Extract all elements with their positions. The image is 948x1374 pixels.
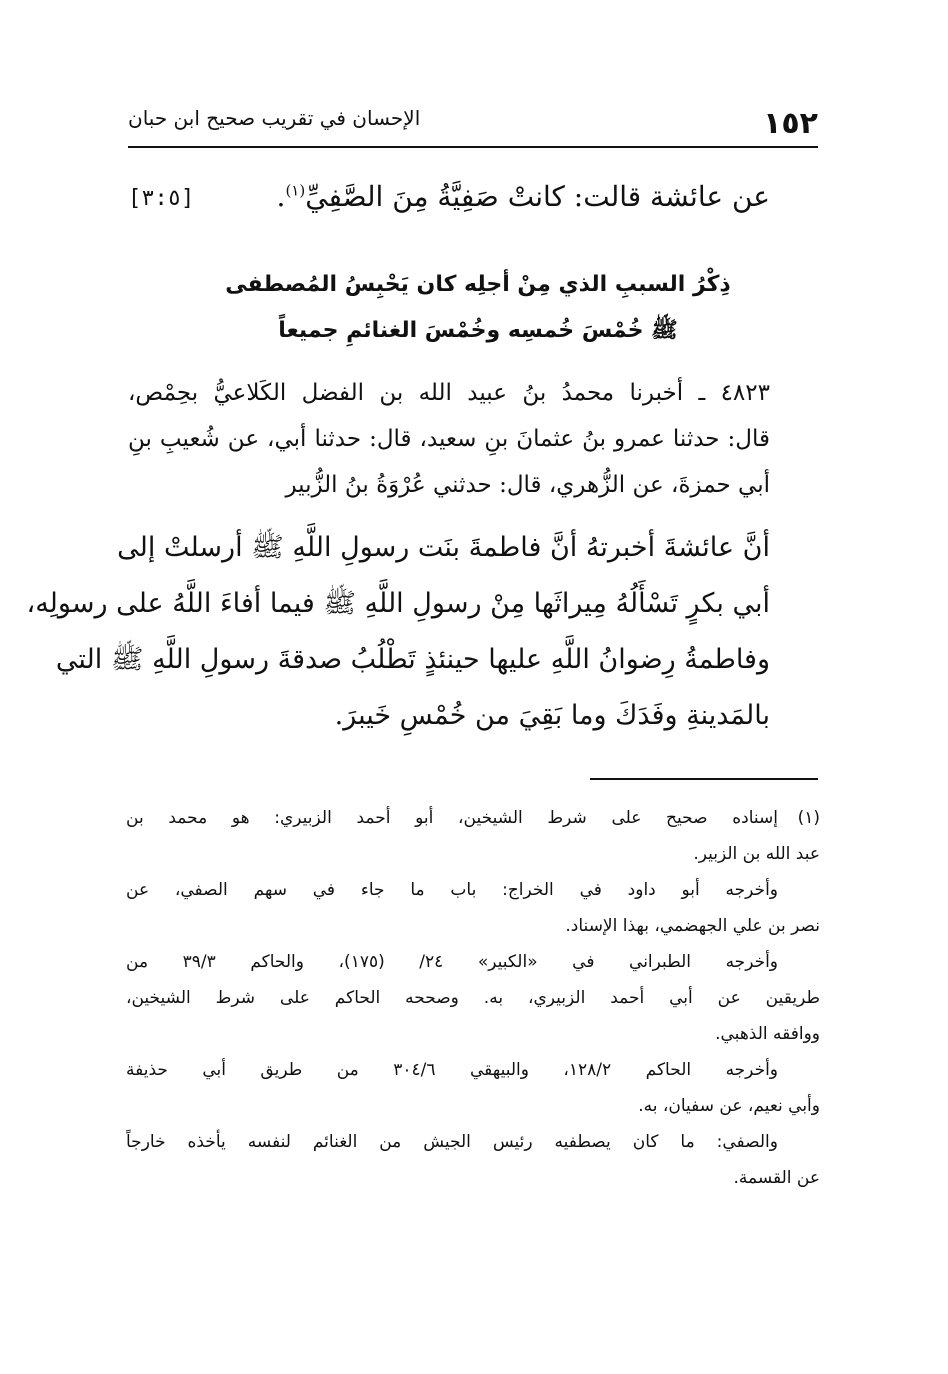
footnote-block [126,872,820,944]
footnote-line: عن القسمة. [733,1168,820,1188]
footnote-number: (١) [797,808,820,828]
footnote-block [126,800,820,872]
footnotes [126,800,820,1196]
matn-line: أنَّ عائشةَ أخبرتهُ أنَّ فاطمةَ بنَت رسولِ اللَّهِ ﷺ أرسلتْ إلى [117,532,770,563]
footnote-line: ووافقه الذهبي. [715,1024,820,1044]
isnad-line: قال: حدثنا عمرو بنُ عثمانَ بنِ سعيد، قال: حدثنا أبي، عن شُعيبِ بنِ [128,426,770,452]
footnote-line: وأخرجه أبو داود في الخراج: باب ما جاء في سهم الصفي، عن [126,880,778,900]
footnote-block [126,1124,820,1196]
matn-paragraph [26,520,770,744]
footnote-block [126,1052,820,1124]
isnad-paragraph [128,370,770,508]
footnote-block [126,944,820,1052]
footnote-line: وأخرجه الطبراني في «الكبير» ٢٤/ (١٧٥)، والحاكم ٣٩/٣ من [126,952,779,972]
running-title: الإحسان في تقريب صحيح ابن حبان [128,106,421,130]
chapter-heading-line-2: ﷺ خُمْسَ خُمسِه وخُمْسَ الغنائمِ جميعاً [278,318,678,343]
hadith-end-line [277,180,770,213]
footnote-line: وأبي نعيم، عن سفيان، به. [638,1096,820,1116]
footnote-line [126,800,820,836]
footnote-text: إسناده صحيح على شرط الشيخين، أبو أحمد الزبيري: هو محمد بن [126,808,778,828]
footnote-line: طريقين عن أبي أحمد الزبيري، به. وصححه الحاكم على شرط الشيخين، [126,988,820,1008]
footnote-separator [128,778,818,780]
footnote-marker[interactable]: (١) [285,181,306,200]
hadith-end-period: . [276,180,286,213]
footnote-line: نصر بن علي الجهضمي، بهذا الإسناد. [565,916,820,936]
matn-line: أبي بكرٍ تَسْأَلُهُ مِيراثَها مِنْ رسولِ اللَّهِ ﷺ فيما أفاءَ اللَّهُ على رسولِه، [26,588,770,619]
chapter-heading-line-1: ذِكْرُ السببِ الذي مِنْ أجلِه كان يَحْبِسُ المُصطفى [225,272,731,297]
isnad-line: أبي حمزةَ، عن الزُّهري، قال: حدثني عُرْوَةُ بنُ الزُّبير [285,472,770,498]
matn-line: وفاطمةُ رِضوانُ اللَّهِ عليها حينئذٍ تَطْلُبُ صدقةَ رسولِ اللَّهِ ﷺ التي [55,644,770,675]
page-header [128,98,818,148]
hadith-reference: [٣:٥] [128,186,195,211]
footnote-line: والصفي: ما كان يصطفيه رئيس الجيش من الغنائم لنفسه يأخذه خارجاً [126,1132,778,1152]
hadith-end-text: عن عائشة قالت: كانتْ صَفِيَّةُ مِنَ الصَّفِيِّ [305,180,770,213]
isnad-line: ٤٨٢٣ ـ أخبرنا محمدُ بنُ عبيد الله بن الفضل الكَلاعيُّ بحِمْص، [128,380,770,406]
matn-line: بالمَدينةِ وفَدَكَ وما بَقِيَ من خُمْسِ خَيبرَ. [334,700,770,731]
footnote-line: وأخرجه الحاكم ١٢٨/٢، والبيهقي ٣٠٤/٦ من طريق أبي حذيفة [126,1060,779,1080]
page-number: ١٥٢ [763,106,818,141]
footnote-line: عبد الله بن الزبير. [693,844,820,864]
chapter-heading [178,262,778,354]
